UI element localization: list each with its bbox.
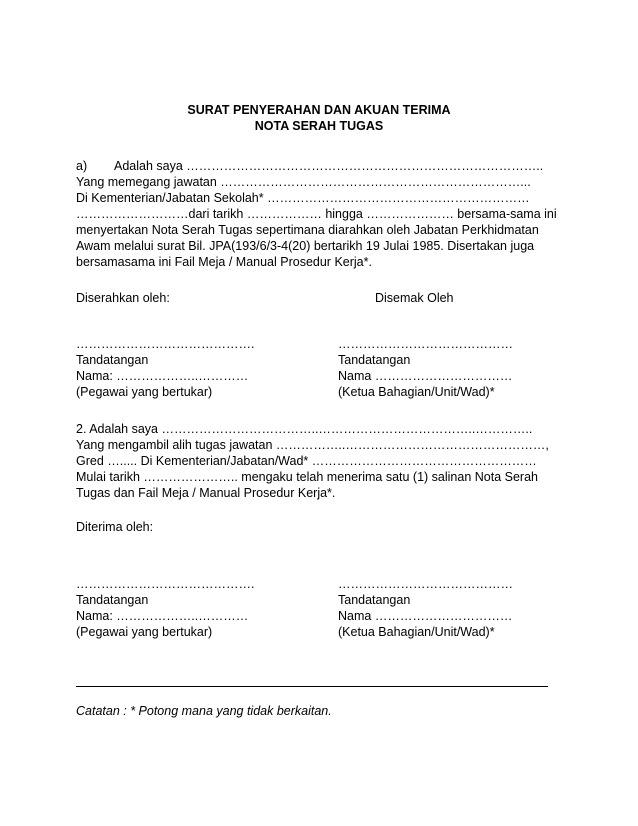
receipt-left-sign: Tandatangan bbox=[76, 593, 149, 607]
section-a-line2: Yang memegang jawatan ………………………………………………………………... bbox=[76, 175, 531, 189]
handover-right-dots: …………………………………… bbox=[338, 337, 513, 351]
section-a-line5: menyertakan Nota Serah Tugas sepertimana diarahkan oleh Jabatan Perkhidmatan bbox=[76, 223, 539, 237]
handover-left-role: (Pegawai yang bertukar) bbox=[76, 385, 213, 399]
footnote: Catatan : * Potong mana yang tidak berkaitan. bbox=[76, 704, 332, 718]
handover-right-name: Nama …………………………… bbox=[338, 369, 513, 383]
handover-left-dots: ……………………………………. bbox=[76, 337, 255, 351]
document-title-line1: SURAT PENYERAHAN DAN AKUAN TERIMA bbox=[187, 103, 451, 117]
receipt-right-role: (Ketua Bahagian/Unit/Wad)* bbox=[338, 625, 495, 639]
handover-left-sign: Tandatangan bbox=[76, 353, 149, 367]
section-a-line1 bbox=[76, 158, 543, 174]
document-title-line2: NOTA SERAH TUGAS bbox=[254, 119, 384, 133]
footer-divider bbox=[76, 686, 548, 687]
section-a-line1-text: Adalah saya ………………………………………………………………………….. bbox=[114, 159, 544, 173]
receipt-right-dots: …………………………………… bbox=[338, 577, 513, 591]
handover-right-sign: Tandatangan bbox=[338, 353, 411, 367]
section-a-label: a) bbox=[76, 159, 88, 173]
receipt-right-sign: Tandatangan bbox=[338, 593, 411, 607]
handover-right-heading: Disemak Oleh bbox=[375, 291, 454, 305]
section-a-line3: Di Kementerian/Jabatan Sekolah* ……………………………………………………… bbox=[76, 191, 530, 205]
handover-left-name: Nama: ………………..………… bbox=[76, 369, 249, 383]
receipt-left-role: (Pegawai yang bertukar) bbox=[76, 625, 213, 639]
handover-left-heading: Diserahkan oleh: bbox=[76, 291, 170, 305]
section-a-line7: bersamasama ini Fail Meja / Manual Prosedur Kerja*. bbox=[76, 255, 372, 269]
section-a-line6: Awam melalui surat Bil. JPA(193/6/3-4(20) bertarikh 19 Julai 1985. Disertakan juga bbox=[76, 239, 535, 253]
section-2-line3: Gred …..... Di Kementerian/Jabatan/Wad* ……………………………………………… bbox=[76, 454, 537, 468]
receipt-left-name: Nama: ………………..………… bbox=[76, 609, 249, 623]
section-2-line4: Mulai tarikh ………………….. mengaku telah menerima satu (1) salinan Nota Serah bbox=[76, 470, 538, 484]
section-2-line2: Yang mengambil alih tugas jawatan ……………..…………………………………………, bbox=[76, 438, 549, 452]
receipt-left-dots: ……………………………………. bbox=[76, 577, 255, 591]
section-2-line1: 2. Adalah saya ………………………………..………………………………..………….. bbox=[76, 422, 533, 436]
section-a-line4: ………………………dari tarikh ……………… hingga ………………… bersama-sama ini bbox=[76, 207, 557, 221]
receipt-right-name: Nama …………………………… bbox=[338, 609, 513, 623]
section-2-line5: Tugas dan Fail Meja / Manual Prosedur Kerja*. bbox=[76, 486, 336, 500]
receipt-heading: Diterima oleh: bbox=[76, 520, 154, 534]
handover-right-role: (Ketua Bahagian/Unit/Wad)* bbox=[338, 385, 495, 399]
